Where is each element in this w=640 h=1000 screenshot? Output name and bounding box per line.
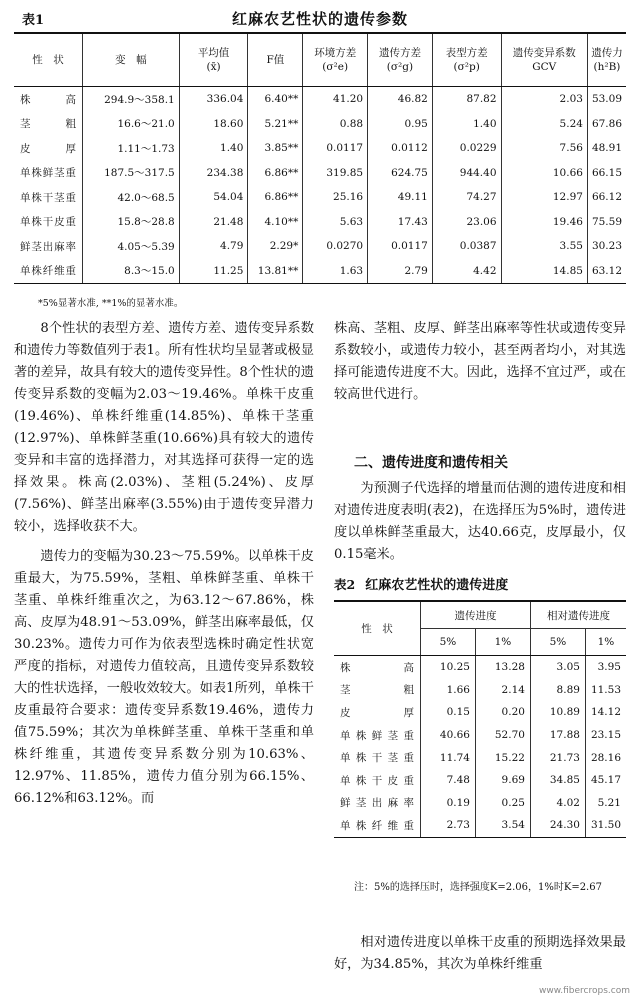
mean-symbol: (x̄) <box>206 61 221 73</box>
right-paragraph-continued: 株高、茎粗、皮厚、鲜茎出麻率等性状或遗传变异系数较小，或遗传力较小，甚至两者均小，对其选择可能遗传进度不大。因此，选择不宜过严，或在较高世代进行。 <box>334 321 626 402</box>
cell-h2: 30.23 <box>587 234 626 259</box>
table2 <box>334 600 626 838</box>
table2-header-trait: 性 状 <box>334 601 420 656</box>
table1-header-row <box>14 33 626 87</box>
table1-title: 红麻农艺性状的遗传参数 <box>231 10 408 28</box>
cell-gcv: 3.55 <box>501 234 587 259</box>
cell-gcv: 5.24 <box>501 112 587 137</box>
cell-f: 6.86** <box>248 161 303 186</box>
cell-p1: 52.70 <box>475 724 530 747</box>
cell-trait: 单株纤维重 <box>14 259 82 284</box>
cell-env: 5.63 <box>303 210 368 235</box>
cell-r5: 24.30 <box>530 814 585 837</box>
cell-h2: 53.09 <box>587 87 626 112</box>
table2-header-relative: 相对遗传进度 <box>530 601 626 629</box>
cell-p5: 7.48 <box>420 769 475 792</box>
cell-trait: 株高 <box>20 93 76 106</box>
cell-mean: 336.04 <box>179 87 248 112</box>
cell-trait: 株高 <box>340 661 414 674</box>
table2-header-p1: 1% <box>475 629 530 656</box>
env-label: 环境方差 <box>314 47 357 59</box>
cell-r5: 34.85 <box>530 769 585 792</box>
table-row <box>14 259 626 284</box>
cell-phen: 74.27 <box>432 185 501 210</box>
cell-range: 16.6～21.0 <box>82 112 179 137</box>
cell-phen: 4.42 <box>432 259 501 284</box>
cell-env: 0.0270 <box>303 234 368 259</box>
cell-range: 4.05～5.39 <box>82 234 179 259</box>
cell-phen: 23.06 <box>432 210 501 235</box>
cell-r1: 14.12 <box>585 701 626 724</box>
cell-mean: 54.04 <box>179 185 248 210</box>
cell-p5: 0.15 <box>420 701 475 724</box>
table1-title-row <box>14 6 626 32</box>
cell-p1: 2.14 <box>475 679 530 702</box>
cell-trait: 单株鲜茎重 <box>20 167 76 180</box>
cell-phen: 87.82 <box>432 87 501 112</box>
cell-range: 15.8～28.8 <box>82 210 179 235</box>
cell-phen: 1.40 <box>432 112 501 137</box>
cell-trait: 单株干皮重 <box>340 774 414 787</box>
table2-header-r5: 5% <box>530 629 585 656</box>
cell-r1: 3.95 <box>585 656 626 679</box>
table-row <box>334 679 626 702</box>
cell-env: 0.88 <box>303 112 368 137</box>
cell-trait: 单株干茎重 <box>340 752 414 765</box>
paragraph: 遗传力的变幅为30.23～75.59%。以单株干皮重最大，为75.59%，茎粗、单株鲜茎重、单株干茎重、单株纤维重次之，为63.12～67.86%，株高、皮厚为48.91～53.09%，鲜茎出麻率最低，仅30.23%。遗传力可作为依表型选株时确定性状宽严度的指标，对遗传力值较高，且遗传变异系数较大的性状选择，一般收效较大。如表1所列，单株干皮重最符合要求：遗传变异系数19.46%，遗传力值75.59%；其次为单株鲜茎重、单株干茎重和单株纤维重，其遗传变异系数分别为10.63%、12.97%、11.85%，遗传力值分别为66.15%、66.12%和63.12%。而 <box>14 549 314 806</box>
cell-r1: 23.15 <box>585 724 626 747</box>
gen-symbol: (σ²g) <box>386 61 414 73</box>
mean-label: 平均值 <box>197 47 230 59</box>
cell-trait: 茎粗 <box>20 118 76 131</box>
cell-gen: 0.0112 <box>368 136 433 161</box>
cell-p1: 3.54 <box>475 814 530 837</box>
cell-env: 319.85 <box>303 161 368 186</box>
cell-r5: 10.89 <box>530 701 585 724</box>
cell-gcv: 7.56 <box>501 136 587 161</box>
gcv-symbol: GCV <box>532 61 557 73</box>
cell-gen: 2.79 <box>368 259 433 284</box>
table-row <box>14 161 626 186</box>
cell-h2: 67.86 <box>587 112 626 137</box>
cell-p5: 40.66 <box>420 724 475 747</box>
cell-phen: 944.40 <box>432 161 501 186</box>
table1-header-f: F值 <box>248 33 303 87</box>
paragraph: 8个性状的表型方差、遗传方差、遗传变异系数和遗传力等数值列于表1。所有性状均呈显著或极显著的差异，故具有较大的遗传变异性。8个性状的遗传变异系数的变幅为2.03～19.46%。单株干皮重(19.46%)、单株纤维重(14.85%)、单株干茎重(12.97%)、单株鲜茎重(10.66%)具有较大的遗传变异和丰富的选择潜力，对其选择可获得一定的选择效果。株高(2.03%)、茎粗(5.24%)、皮厚(7.56%)、鲜茎出麻率(3.55%)由于遗传变异潜力较小，选择收获不大。 <box>14 321 314 534</box>
table2-note: 注：5%的选择压时，选择强度K=2.06，1%时K=2.67 <box>354 882 602 893</box>
right-paragraph-final: 相对遗传进度以单株干皮重的预期选择效果最好，为34.85%，其次为单株纤维重 <box>334 935 626 972</box>
cell-r5: 17.88 <box>530 724 585 747</box>
table-row <box>14 136 626 161</box>
cell-trait: 单株鲜茎重 <box>340 729 414 742</box>
cell-p1: 0.25 <box>475 792 530 815</box>
gcv-label: 遗传变异系数 <box>512 47 576 59</box>
table2-title-row <box>334 574 626 593</box>
table-row <box>14 210 626 235</box>
watermark-text: www.fibercrops.com <box>539 986 630 996</box>
table-row <box>334 792 626 815</box>
cell-phen: 0.0387 <box>432 234 501 259</box>
cell-env: 0.0117 <box>303 136 368 161</box>
phen-symbol: (σ²p) <box>453 61 480 73</box>
table1-header-trait: 性 状 <box>14 33 82 87</box>
cell-h2: 75.59 <box>587 210 626 235</box>
cell-p5: 2.73 <box>420 814 475 837</box>
cell-p1: 9.69 <box>475 769 530 792</box>
table1-header-phen <box>432 33 501 87</box>
cell-phen: 0.0229 <box>432 136 501 161</box>
cell-p1: 0.20 <box>475 701 530 724</box>
cell-range: 187.5～317.5 <box>82 161 179 186</box>
cell-trait: 鲜茎出麻率 <box>340 797 414 810</box>
table1-header-h2 <box>587 33 626 87</box>
cell-range: 8.3～15.0 <box>82 259 179 284</box>
cell-f: 2.29* <box>248 234 303 259</box>
cell-mean: 1.40 <box>179 136 248 161</box>
cell-f: 3.85** <box>248 136 303 161</box>
cell-f: 5.21** <box>248 112 303 137</box>
table2-header-p5: 5% <box>420 629 475 656</box>
table2-label: 表2 <box>334 577 356 592</box>
cell-r1: 5.21 <box>585 792 626 815</box>
cell-r5: 8.89 <box>530 679 585 702</box>
cell-gen: 624.75 <box>368 161 433 186</box>
cell-mean: 18.60 <box>179 112 248 137</box>
table-row <box>14 234 626 259</box>
cell-r1: 28.16 <box>585 746 626 769</box>
section-heading: 二、遗传进度和遗传相关 <box>354 455 508 471</box>
cell-h2: 63.12 <box>587 259 626 284</box>
cell-env: 25.16 <box>303 185 368 210</box>
h2-label: 遗传力 <box>591 47 623 59</box>
cell-p5: 11.74 <box>420 746 475 769</box>
table-row <box>334 746 626 769</box>
cell-gen: 17.43 <box>368 210 433 235</box>
cell-mean: 234.38 <box>179 161 248 186</box>
cell-r1: 31.50 <box>585 814 626 837</box>
cell-env: 41.20 <box>303 87 368 112</box>
cell-gen: 0.0117 <box>368 234 433 259</box>
cell-trait: 皮厚 <box>20 142 76 155</box>
cell-h2: 66.12 <box>587 185 626 210</box>
cell-gen: 0.95 <box>368 112 433 137</box>
cell-gcv: 2.03 <box>501 87 587 112</box>
cell-trait: 鲜茎出麻率 <box>20 240 76 253</box>
table-row <box>334 769 626 792</box>
cell-trait: 单株纤维重 <box>334 814 420 837</box>
table1-header-gcv <box>501 33 587 87</box>
right-paragraph: 为预测子代选择的增量而估测的遗传进度和相对遗传进度表明(表2)，在选择压为5%时，遗传进度以单株鲜茎重最大，达40.66克，皮厚最小，仅0.15毫米。 <box>334 481 626 562</box>
cell-range: 294.9～358.1 <box>82 87 179 112</box>
table-row <box>334 814 626 837</box>
gen-label: 遗传方差 <box>378 47 421 59</box>
cell-gcv: 19.46 <box>501 210 587 235</box>
cell-h2: 48.91 <box>587 136 626 161</box>
cell-mean: 4.79 <box>179 234 248 259</box>
cell-f: 6.40** <box>248 87 303 112</box>
cell-env: 1.63 <box>303 259 368 284</box>
table2-header-progress: 遗传进度 <box>420 601 530 629</box>
cell-p5: 1.66 <box>420 679 475 702</box>
table1 <box>14 32 626 284</box>
table1-header-gen <box>368 33 433 87</box>
table-row <box>14 87 626 112</box>
cell-p5: 10.25 <box>420 656 475 679</box>
phen-label: 表型方差 <box>445 47 488 59</box>
cell-range: 1.11～1.73 <box>82 136 179 161</box>
cell-p1: 15.22 <box>475 746 530 769</box>
table2-title: 红麻农艺性状的遗传进度 <box>365 578 509 593</box>
cell-trait: 皮厚 <box>340 706 414 719</box>
cell-f: 13.81** <box>248 259 303 284</box>
cell-trait: 单株干皮重 <box>20 216 76 229</box>
cell-f: 4.10** <box>248 210 303 235</box>
env-symbol: (σ²e) <box>322 61 349 73</box>
table1-header-env <box>303 33 368 87</box>
cell-mean: 11.25 <box>179 259 248 284</box>
left-column <box>14 318 314 810</box>
table-row <box>334 656 626 679</box>
cell-trait: 茎粗 <box>340 684 414 697</box>
table2-header-r1: 1% <box>585 629 626 656</box>
cell-r5: 21.73 <box>530 746 585 769</box>
table1-note: *5%显著水准, **1%的显著水准。 <box>38 298 184 309</box>
table1-header-mean <box>179 33 248 87</box>
table-row <box>14 112 626 137</box>
cell-h2: 66.15 <box>587 161 626 186</box>
cell-p5: 0.19 <box>420 792 475 815</box>
cell-p1: 13.28 <box>475 656 530 679</box>
table-row <box>334 724 626 747</box>
cell-gcv: 12.97 <box>501 185 587 210</box>
cell-f: 6.86** <box>248 185 303 210</box>
cell-r1: 45.17 <box>585 769 626 792</box>
h2-symbol: (h²B) <box>593 61 621 73</box>
cell-gcv: 10.66 <box>501 161 587 186</box>
cell-r5: 3.05 <box>530 656 585 679</box>
cell-r1: 11.53 <box>585 679 626 702</box>
cell-gen: 46.82 <box>368 87 433 112</box>
cell-gen: 49.11 <box>368 185 433 210</box>
table2-header-row <box>334 601 626 629</box>
table1-label: 表1 <box>22 13 45 28</box>
table-row <box>334 701 626 724</box>
table-row <box>14 185 626 210</box>
table1-header-range: 变 幅 <box>82 33 179 87</box>
cell-trait: 单株干茎重 <box>20 191 76 204</box>
cell-r5: 4.02 <box>530 792 585 815</box>
cell-mean: 21.48 <box>179 210 248 235</box>
cell-range: 42.0～68.5 <box>82 185 179 210</box>
cell-gcv: 14.85 <box>501 259 587 284</box>
